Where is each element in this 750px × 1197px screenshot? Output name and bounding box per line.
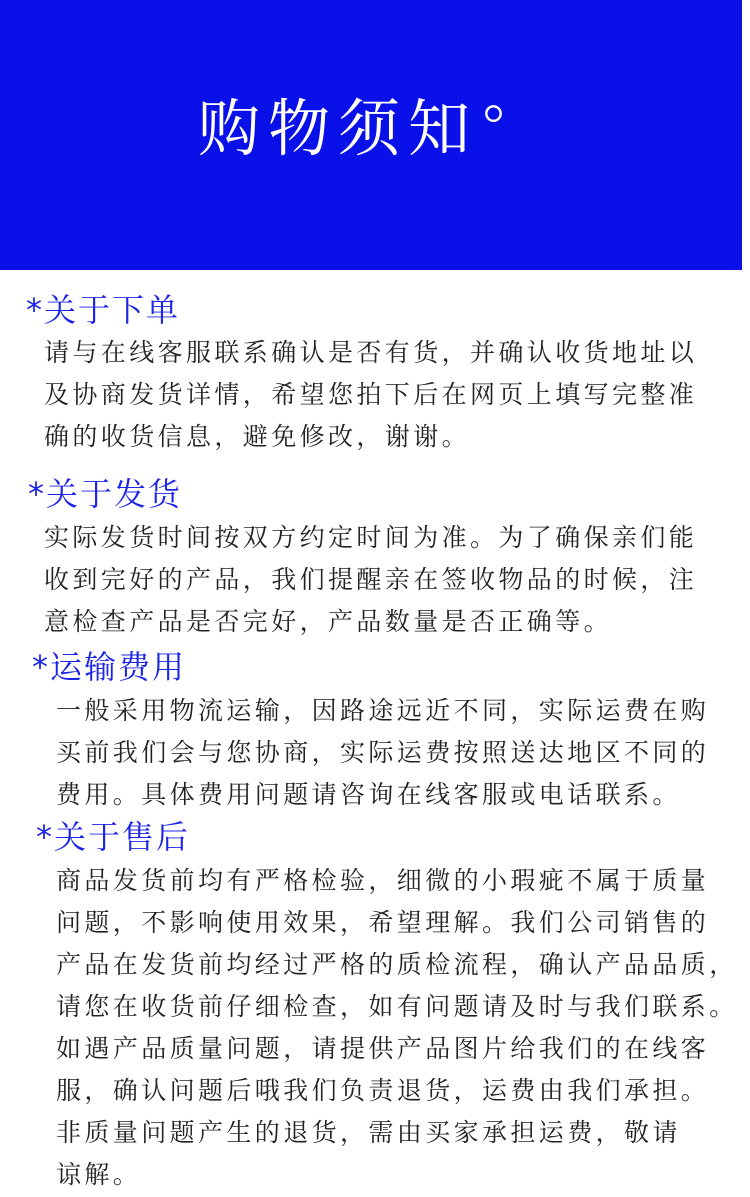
- section-body-after-sales: [56, 860, 738, 1196]
- section-line: 非质量问题产生的退货，需由买家承担运费，敬请: [56, 1118, 681, 1147]
- section-line: 如遇产品质量问题，请提供产品图片给我们的在线客: [56, 1034, 710, 1063]
- section-heading-shipping: *关于发货: [28, 475, 183, 513]
- section-line: 买前我们会与您协商，实际运费按照送达地区不同的: [56, 738, 710, 767]
- page-title: 购物须知°: [198, 92, 518, 165]
- section-line: 确的收货信息，避免修改，谢谢。: [44, 422, 471, 451]
- section-body-ordering: [44, 332, 697, 458]
- section-line: 商品发货前均有严格检验，细微的小瑕疵不属于质量: [56, 866, 710, 895]
- section-line: 请与在线客服联系确认是否有货，并确认收货地址以: [44, 338, 698, 367]
- section-body-shipping: [44, 517, 697, 643]
- section-line: 收到完好的产品，我们提醒亲在签收物品的时候，注: [44, 565, 698, 594]
- section-line: 实际发货时间按双方约定时间为准。为了确保亲们能: [44, 523, 698, 552]
- section-body-freight: [56, 690, 709, 816]
- section-line: 一般采用物流运输，因路途远近不同，实际运费在购: [56, 696, 710, 725]
- section-heading-ordering: *关于下单: [26, 291, 181, 329]
- section-line: 请您在收货前仔细检查，如有问题请及时与我们联系。: [56, 992, 738, 1021]
- header-banner: [0, 0, 742, 270]
- section-line: 意检查产品是否完好，产品数量是否正确等。: [44, 607, 613, 636]
- section-line: 谅解。: [56, 1160, 142, 1189]
- section-heading-freight: *运输费用: [32, 648, 187, 686]
- section-line: 问题，不影响使用效果，希望理解。我们公司销售的: [56, 908, 710, 937]
- section-line: 费用。具体费用问题请咨询在线客服或电话联系。: [56, 780, 681, 809]
- section-line: 服，确认问题后哦我们负责退货，运费由我们承担。: [56, 1076, 710, 1105]
- section-line: 产品在发货前均经过严格的质检流程，确认产品品质，: [56, 950, 738, 979]
- section-line: 及协商发货详情，希望您拍下后在网页上填写完整准: [44, 380, 698, 409]
- section-heading-after-sales: *关于售后: [36, 818, 191, 856]
